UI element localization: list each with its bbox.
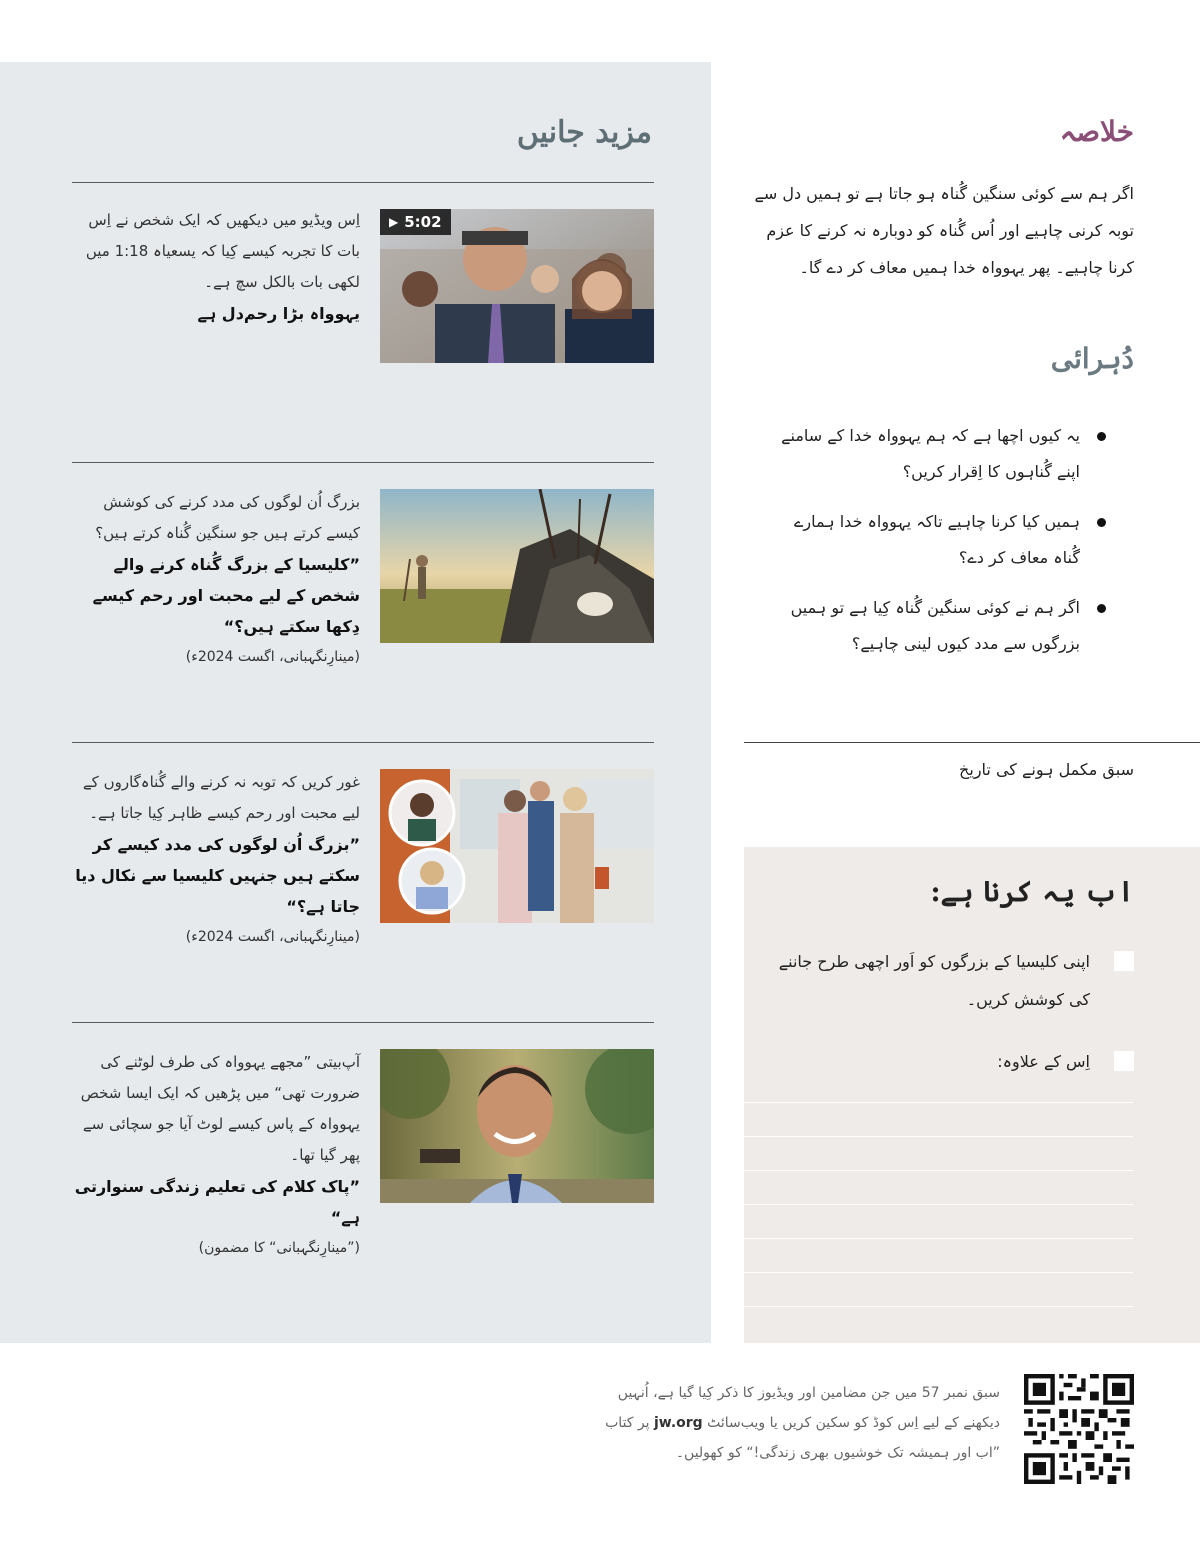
video-thumbnail[interactable] bbox=[380, 209, 654, 363]
divider bbox=[72, 742, 654, 743]
review-title: دُہرائی bbox=[1050, 342, 1134, 375]
learn-more-heading: مزید جانیں bbox=[516, 115, 652, 150]
review-question: اگر ہم نے کوئی سنگین گُناہ کِیا ہے تو ہمیں بزرگوں سے مدد کیوں لینی چاہیے؟ bbox=[770, 590, 1110, 662]
todo-checkbox[interactable] bbox=[1114, 1051, 1134, 1071]
note-line[interactable] bbox=[744, 1306, 1133, 1307]
review-question: ہمیں کیا کرنا چاہیے تاکہ یہوواہ خدا ہمارے گُناہ معاف کر دے؟ bbox=[770, 504, 1110, 576]
website-link[interactable]: jw.org bbox=[653, 1415, 703, 1431]
summary-text: اگر ہم سے کوئی سنگین گُناہ ہو جاتا ہے تو ہمیں دل سے توبہ کرنی چاہیے اور اُس گُناہ کو دوبارہ نہ کرنے کا عزم کرنا چاہیے۔ پھر یہوواہ خدا ہمیں معاف کر دے گا۔ bbox=[754, 184, 1134, 277]
item-source: (”مینارِنگہبانی“ کا مضمون) bbox=[198, 1240, 360, 1256]
shepherd-painting-image bbox=[380, 489, 654, 643]
note-line[interactable] bbox=[744, 1238, 1133, 1239]
women-greeting-image bbox=[380, 769, 654, 923]
item-description: اِس ویڈیو میں دیکھیں کہ ایک شخص نے اِس بات کا تجربہ کیسے کِیا کہ یسعیاہ 1:18 میں لکھی بات بالکل سچ ہے۔ bbox=[85, 211, 360, 291]
note-line[interactable] bbox=[744, 1102, 1133, 1103]
item-link-title[interactable]: ”پاک کلام کی تعلیم زندگی سنوارتی ہے“ bbox=[74, 1177, 360, 1227]
todo-title: اب یہ کرنا ہے: bbox=[930, 875, 1134, 908]
qr-code-icon[interactable] bbox=[1024, 1374, 1134, 1484]
smiling-man-image bbox=[380, 1049, 654, 1203]
item-link-title[interactable]: یہوواہ بڑا رحم‌دل ہے bbox=[197, 304, 360, 323]
note-line[interactable] bbox=[744, 1136, 1133, 1137]
footer-text-before: سبق نمبر 57 میں جن مضامین اور ویڈیوز کا ذکر کِیا گیا ہے، اُنہیں دیکھنے کے لیے اِس کوڈ کو سکین کریں یا ویب‌سائٹ bbox=[617, 1385, 1000, 1431]
note-line[interactable] bbox=[744, 1272, 1133, 1273]
footer-text-after: پر کتاب ”اب اور ہمیشہ تک خوشیوں بھری زندگی!“ کو کھولیں۔ bbox=[605, 1415, 1000, 1461]
item-link-title[interactable]: ”کلیسیا کے بزرگ گُناہ کرنے والے شخص کے لیے محبت اور رحم کیسے دِکھا سکتے ہیں؟“ bbox=[92, 555, 360, 636]
video-duration: 5:02 bbox=[404, 213, 442, 231]
item-description: غور کریں کہ توبہ نہ کرنے والے گُناہ‌گاروں کے لیے محبت اور رحم کیسے ظاہر کِیا جاتا ہے۔ bbox=[82, 773, 360, 822]
review-questions bbox=[770, 418, 1110, 676]
todo-checkbox[interactable] bbox=[1114, 951, 1134, 971]
todo-item: اِس کے علاوہ: bbox=[997, 1052, 1090, 1071]
item-source: (مینارِنگہبانی، اگست 2024ء) bbox=[185, 649, 360, 665]
article-thumbnail[interactable] bbox=[380, 1049, 654, 1203]
item-link-title[interactable]: ”بزرگ اُن لوگوں کی مدد کیسے کر سکتے ہیں جنہیں کلیسیا سے نکال دیا جاتا ہے؟“ bbox=[75, 835, 360, 916]
completion-date-line bbox=[744, 742, 1200, 743]
review-question: یہ کیوں اچھا ہے کہ ہم یہوواہ خدا کے سامنے اپنے گُناہوں کا اِقرار کریں؟ bbox=[770, 418, 1110, 490]
article-thumbnail[interactable] bbox=[380, 489, 654, 643]
divider bbox=[72, 182, 654, 183]
item-description: بزرگ اُن لوگوں کی مدد کرنے کی کوشش کیسے کرتے ہیں جو سنگین گُناہ کرتے ہیں؟ bbox=[95, 493, 360, 542]
divider bbox=[72, 462, 654, 463]
article-thumbnail[interactable] bbox=[380, 769, 654, 923]
learn-more-item-article[interactable] bbox=[70, 767, 360, 953]
todo-box bbox=[744, 847, 1200, 1343]
note-line[interactable] bbox=[744, 1204, 1133, 1205]
note-line[interactable] bbox=[744, 1170, 1133, 1171]
learn-more-item-video[interactable] bbox=[70, 205, 360, 329]
play-icon: ▶ bbox=[389, 215, 399, 229]
divider bbox=[72, 1022, 654, 1023]
item-source: (مینارِنگہبانی، اگست 2024ء) bbox=[185, 929, 360, 945]
todo-item: اپنی کلیسیا کے بزرگوں کو اَور اچھی طرح جاننے کی کوشش کریں۔ bbox=[778, 952, 1090, 1009]
footer-text bbox=[590, 1378, 1000, 1468]
learn-more-item-article[interactable] bbox=[70, 1047, 360, 1264]
completion-date-label: سبق مکمل ہونے کی تاریخ bbox=[959, 760, 1134, 779]
item-description: آپ‌بیتی ”مجھے یہوواہ کی طرف لوٹنے کی ضرورت تھی“ میں پڑھیں کہ ایک ایسا شخص یہوواہ کے پاس کیسے لوٹ آیا جو سچائی سے پھر گیا تھا۔ bbox=[80, 1053, 360, 1164]
video-duration-badge bbox=[380, 209, 451, 235]
learn-more-item-article[interactable] bbox=[70, 487, 360, 673]
summary-title: خلاصہ bbox=[1059, 115, 1134, 148]
